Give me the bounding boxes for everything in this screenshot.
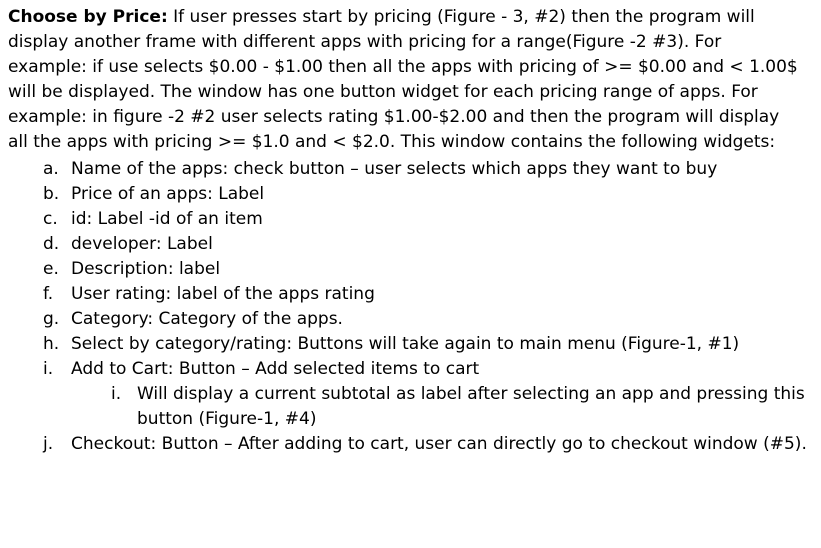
list-item	[8, 232, 811, 257]
list-marker: d.	[43, 234, 60, 254]
list-marker: f.	[43, 284, 54, 304]
list-marker: j.	[43, 434, 54, 454]
intro-heading: Choose by Price:	[8, 7, 168, 27]
list-marker: h.	[43, 334, 60, 354]
list-marker: g.	[43, 309, 60, 329]
list-item-text: developer: Label	[71, 234, 213, 254]
list-marker: a.	[43, 159, 59, 179]
list-marker: i.	[43, 359, 54, 379]
list-marker: e.	[43, 259, 59, 279]
list-item-text: Category: Category of the apps.	[71, 309, 343, 329]
list-item-text: Name of the apps: check button – user selects which apps they want to buy	[71, 159, 718, 179]
sub-list-marker: i.	[111, 384, 122, 404]
list-item-text: Add to Cart: Button – Add selected items to cart	[71, 359, 480, 379]
intro-paragraph	[8, 5, 798, 155]
widget-list	[8, 157, 813, 457]
list-item-text: Description: label	[71, 259, 221, 279]
list-item	[8, 257, 811, 282]
sub-list	[71, 382, 811, 432]
list-item	[8, 207, 811, 232]
list-item-text: Checkout: Button – After adding to cart, user can directly go to checkout window (#5).	[71, 434, 807, 454]
sub-list-item	[71, 382, 807, 432]
list-item	[8, 432, 811, 457]
list-item	[8, 182, 811, 207]
list-item	[8, 332, 811, 357]
list-item	[8, 307, 811, 332]
list-item-text: Select by category/rating: Buttons will take again to main menu (Figure-1, #1)	[71, 334, 740, 354]
list-item	[8, 282, 811, 307]
list-item-text: User rating: label of the apps rating	[71, 284, 375, 304]
list-item-text: id: Label -id of an item	[71, 209, 263, 229]
list-item	[8, 357, 811, 432]
list-item	[8, 157, 811, 182]
list-item-text: Price of an apps: Label	[71, 184, 265, 204]
intro-text: If user presses start by pricing (Figure - 3, #2) then the program will display another frame with different apps with pricing for a range(Figure -2 #3). For example: if use selects $0.00 - $1.00 then all the apps with pricing of >= $0.00 and < 1.00$ will be displayed. The window has one button widget for each pricing range of apps. For example: in figure -2 #2 user selects rating $1.00-$2.00 and then the program will display all the apps with pricing >= $1.0 and < $2.0. This window contains the following widgets:	[8, 7, 798, 152]
sub-list-item-text: Will display a current subtotal as label after selecting an app and pressing this button (Figure-1, #4)	[137, 384, 805, 429]
list-marker: c.	[43, 209, 58, 229]
list-marker: b.	[43, 184, 60, 204]
